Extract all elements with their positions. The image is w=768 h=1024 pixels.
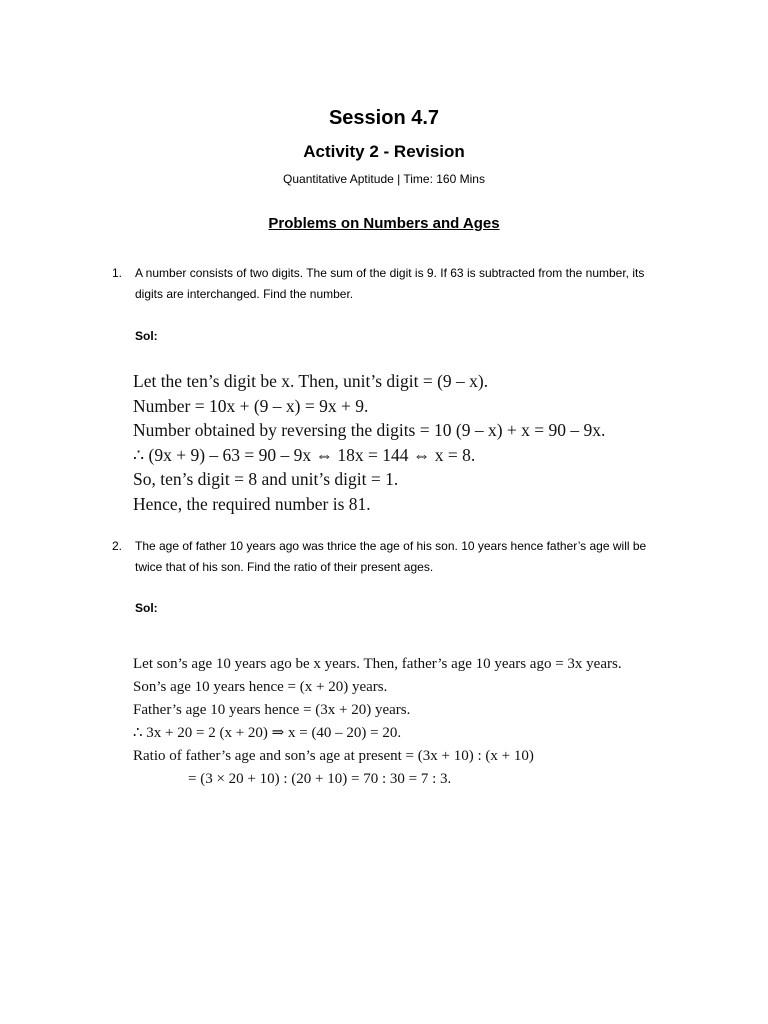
solution-line: Let the ten’s digit be x. Then, unit’s digit = (9 – x). <box>133 371 489 391</box>
solution-line: Let son’s age 10 years ago be x years. Then, father’s age 10 years ago = 3x years. <box>133 656 622 672</box>
activity-title: Activity 2 - Revision <box>303 142 465 161</box>
solution-label: Sol: <box>135 601 158 615</box>
solution-line: Father’s age 10 years hence = (3x + 20) years. <box>133 702 411 718</box>
question-text: A number consists of two digits. The sum of the digit is 9. If 63 is subtracted from the number, its digits are interchanged. Find the number. <box>135 266 645 301</box>
solution-line: Number = 10x + (9 – x) = 9x + 9. <box>133 395 369 416</box>
solution-line: ∴ 3x + 20 = 2 (x + 20) ⇒ x = (40 – 20) = 20. <box>133 725 402 741</box>
session-title: Session 4.7 <box>328 107 440 129</box>
question-text: The age of father 10 years ago was thrice the age of his son. 10 years hence father’s age will be twice that of his son. Find the ratio of their present ages. <box>135 539 647 574</box>
solution-line: So, ten’s digit = 8 and unit’s digit = 1. <box>133 469 399 489</box>
solution-line: Son’s age 10 years hence = (x + 20) years. <box>133 679 388 695</box>
question-number: 2. <box>112 539 123 553</box>
solution-1-scan <box>133 369 605 516</box>
subject-time-info: Quantitative Aptitude | Time: 160 Mins <box>283 172 485 186</box>
question-number: 1. <box>112 266 123 280</box>
solution-line: Hence, the required number is 81. <box>133 493 371 514</box>
solution-line: Number obtained by reversing the digits = 10 (9 – x) + x = 90 – 9x. <box>133 420 606 440</box>
solution-2-scan <box>133 653 622 791</box>
topic-heading: Problems on Numbers and Ages <box>268 215 500 232</box>
solution-label: Sol: <box>135 329 158 343</box>
solution-line: ∴ (9x + 9) – 63 = 90 – 9x ⇔ 18x = 144 ⇔ x = 8. <box>133 444 476 465</box>
solution-line: Ratio of father’s age and son’s age at present = (3x + 10) : (x + 10) <box>133 748 534 764</box>
solution-line: = (3 × 20 + 10) : (20 + 10) = 70 : 30 = 7 : 3. <box>188 771 452 787</box>
